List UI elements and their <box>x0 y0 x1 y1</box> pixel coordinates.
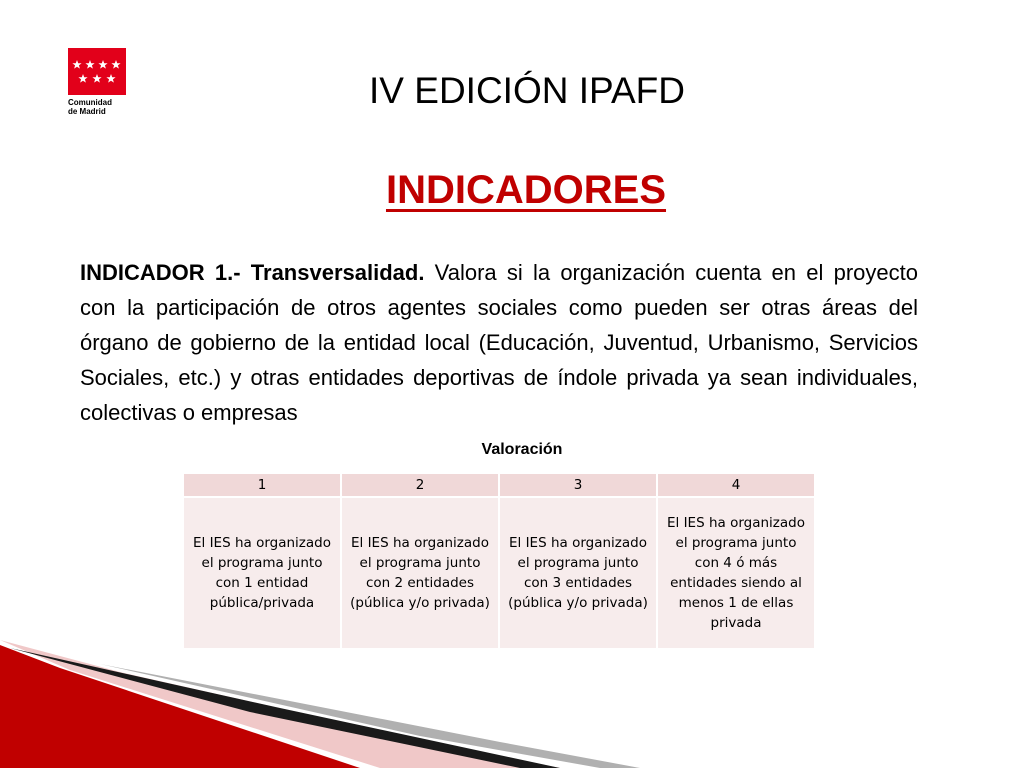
table-cell: El IES ha organizado el programa junto con 4 ó más entidades siendo al menos 1 de ellas privada <box>657 497 815 649</box>
table-row <box>183 497 815 649</box>
indicator-paragraph <box>80 255 918 430</box>
table-header-cell: 1 <box>183 473 341 497</box>
page-title: IV EDICIÓN IPAFD <box>369 70 685 111</box>
valoracion-table <box>182 472 816 650</box>
table-cell: El IES ha organizado el programa junto con 1 entidad pública/privada <box>183 497 341 649</box>
indicator-name: INDICADOR 1.- Transversalidad. <box>80 260 425 285</box>
logo-line-1: Comunidad <box>68 98 112 107</box>
valoracion-label: Valoración <box>481 441 563 458</box>
table-header-row <box>183 473 815 497</box>
table-cell: El IES ha organizado el programa junto con 2 entidades (pública y/o privada) <box>341 497 499 649</box>
indicator-text: Valora si la organización cuenta en el proyecto con la participación de otros agentes sociales como pueden ser otras áreas del órgano de gobierno de la entidad local (Educación, Juventud, Urbanismo, Servicios Sociales, etc.) y otras entidades deportivas de índole privada ya sean individuales, colectivas o empresas <box>80 260 918 425</box>
table-header-cell: 3 <box>499 473 657 497</box>
section-heading: INDICADORES <box>385 168 667 212</box>
logo-line-2: de Madrid <box>68 107 106 116</box>
table-header-cell: 2 <box>341 473 499 497</box>
table-header-cell: 4 <box>657 473 815 497</box>
table-cell: El IES ha organizado el programa junto con 3 entidades (pública y/o privada) <box>499 497 657 649</box>
